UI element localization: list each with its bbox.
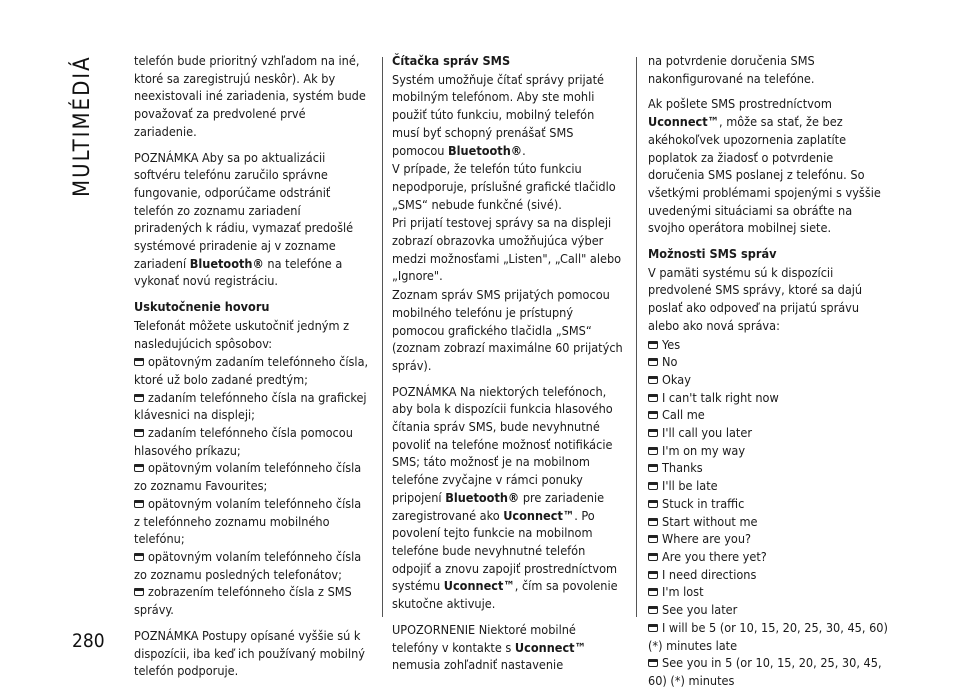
note-paragraph: POZNÁMKA Na niektorých telefónoch, aby bola k dispozícii funkcia hlasového čítania správ SMS, bude nevyhnutné povoliť na telefóne možnosť notifikácie SMS; táto možnosť je na mobilnom telefóne zvyčajne v rámci ponuky pripojení Bluetooth® pre zariadenie zaregistrované ako Uconnect™. Po povolení tejto funkcie na mobilnom telefóne bude nevyhnutné telefón odpojiť a znovu zapojiť prostredníctvom systému Uconnect™, čím sa povolenie skutočne aktivuje. (392, 383, 618, 612)
list-item: zadaním telefónneho čísla na grafickej klávesnici na displeji; (134, 389, 367, 423)
bullet-icon (648, 429, 658, 437)
sms-option-item: Start without me (648, 513, 888, 531)
paragraph: Pri prijatí testovej správy sa na displeji zobrazí obrazovka umožňujúca výber medzi možnosťami „Listen", „Call" alebo „Ignore". (392, 215, 622, 284)
section-heading: Čítačka správ SMS (392, 53, 511, 68)
sms-option-item: Are you there yet? (648, 548, 888, 566)
bullet-icon (134, 588, 144, 596)
sms-option-item: Okay (648, 371, 888, 389)
sms-option-item: Call me (648, 406, 888, 424)
sms-option-item: No (648, 353, 888, 371)
list-item: zobrazením telefónneho čísla z SMS správy. (134, 584, 352, 618)
bullet-icon (648, 571, 658, 579)
paragraph: Telefonát môžete uskutočniť jedným z nasledujúcich spôsobov: (134, 317, 350, 351)
bullet-icon (648, 447, 658, 455)
bullet-icon (648, 394, 658, 402)
bullet-icon (134, 394, 144, 402)
bullet-icon (134, 358, 144, 366)
note-paragraph: POZNÁMKA Aby sa po aktualizácii softvéru telefónu zaručilo správne fungovanie, odporúčame odstrániť telefón zo zoznamu zariadení priradených k rádiu, vymazať predošlé systémové priradenie aj v zozname zariadení Bluetooth® na telefóne a vykonať novú registráciu. (134, 149, 354, 289)
sms-option-item: See you later (648, 601, 888, 619)
paragraph: telefón bude prioritný vzhľadom na iné, ktoré sa zaregistrujú neskôr). Ak by neexistovali iné zariadenia, systém bude považovať za predvolené prvé zariadenie. (134, 53, 366, 139)
paragraph: V prípade, že telefón túto funkciu nepodporuje, príslušné grafické tlačidlo „SMS“ nebude funkčné (sivé). (392, 161, 616, 212)
bullet-icon (134, 464, 144, 472)
bullet-icon (648, 376, 658, 384)
sms-option-item: I'll call you later (648, 424, 888, 442)
sms-option-item: I'm lost (648, 583, 888, 601)
sms-option-item: See you in 5 (or 10, 15, 20, 25, 30, 45, 60) (*) minutes (648, 655, 882, 688)
column-divider (382, 57, 383, 617)
paragraph: Systém umožňuje čítať správy prijaté mobilným telefónom. Aby ste mohli použiť túto funkciu, mobilný telefón musí byť schopný prenášať SMS pomocou Bluetooth®. (392, 71, 605, 158)
column-2 (392, 52, 624, 682)
paragraph: na potvrdenie doručenia SMS nakonfigurované na telefóne. (648, 53, 815, 86)
bullet-icon (648, 500, 658, 508)
bullet-icon (648, 659, 658, 667)
bullet-icon (648, 606, 658, 614)
bullet-icon (134, 500, 144, 508)
paragraph: V pamäti systému sú k dispozícii predvolené SMS správy, ktoré sa dajú poslať ako odpoveď na prijatú správu alebo ako nová správa: (648, 264, 863, 333)
bullet-icon (648, 411, 658, 419)
list-item: opätovným volaním telefónneho čísla zo zoznamu posledných telefonátov; (134, 548, 362, 582)
sms-option-item: Thanks (648, 459, 888, 477)
column-divider (636, 57, 637, 617)
bullet-icon (648, 624, 658, 632)
sms-option-item: I need directions (648, 566, 888, 584)
bullet-icon (134, 553, 144, 561)
list-item: zadaním telefónneho čísla pomocou hlasového príkazu; (134, 425, 353, 458)
bullet-icon (648, 518, 658, 526)
bullet-icon (648, 358, 658, 366)
sms-option-item: I can't talk right now (648, 389, 888, 407)
bullet-icon (648, 535, 658, 543)
note-paragraph: POZNÁMKA Postupy opísané vyššie sú k dispozícii, iba keď ich používaný mobilný telefón podporuje. (134, 627, 365, 679)
bullet-icon (648, 553, 658, 561)
sms-option-item: I'm on my way (648, 442, 888, 460)
bullet-icon (134, 429, 144, 437)
sms-option-item: I will be 5 (or 10, 15, 20, 25, 30, 45, 60) (*) minutes late (648, 619, 888, 653)
bullet-icon (648, 341, 658, 349)
sms-option-item: Yes (648, 336, 888, 354)
section-heading: Uskutočnenie hovoru (134, 299, 270, 315)
list-item: opätovným volaním telefónneho čísla z telefónneho zoznamu mobilného telefónu; (134, 495, 362, 547)
bullet-icon (648, 588, 658, 596)
section-title: MULTIMÉDIÁ (70, 55, 95, 197)
column-1 (134, 52, 370, 688)
bullet-icon (648, 464, 658, 472)
list-item: opätovným zadaním telefónneho čísla, ktoré už bolo zadané predtým; (134, 354, 369, 387)
sms-option-item: Where are you? (648, 530, 888, 548)
bullet-icon (648, 482, 658, 490)
paragraph: Zoznam správ SMS prijatých pomocou mobilného telefónu je prístupný pomocou grafického tlačidla „SMS“ (zoznam zobrazí maximálne 60 prijatých správ). (392, 287, 623, 373)
paragraph: Ak pošlete SMS prostredníctvom Uconnect™, môže sa stať, že bez akéhokoľvek upozornenia zaplatíte poplatok za žiadosť o potvrdenie doručenia SMS poslanej z telefónu. So všetkými problémami spojenými s vyššie uvedenými situáciami sa obráťte na svojho operátora mobilnej siete. (648, 96, 881, 236)
sms-option-item: Stuck in traffic (648, 495, 888, 513)
section-heading: Možnosti SMS správ (648, 246, 777, 262)
page-number: 280 (72, 630, 105, 652)
warning-paragraph: UPOZORNENIE Niektoré mobilné telefóny v kontakte s Uconnect™ nemusia zohľadniť nastavenie (392, 621, 586, 673)
column-3 (648, 52, 888, 696)
sms-options-list (648, 336, 888, 690)
list-item: opätovným volaním telefónneho čísla zo zoznamu Favourites; (134, 460, 362, 494)
sms-option-item: I'll be late (648, 477, 888, 495)
